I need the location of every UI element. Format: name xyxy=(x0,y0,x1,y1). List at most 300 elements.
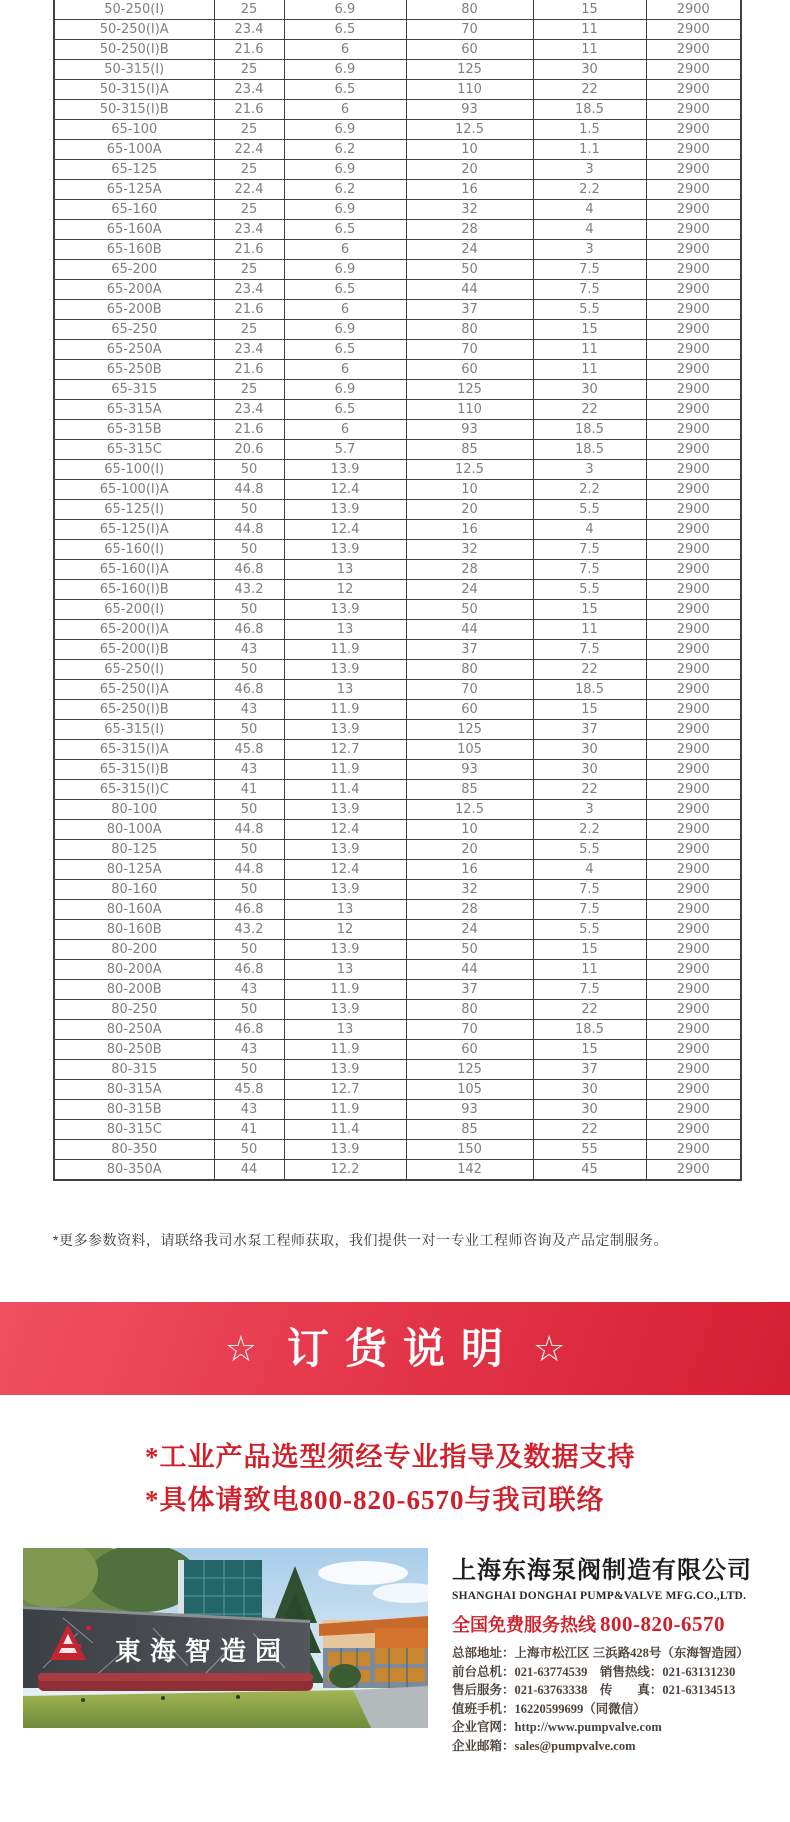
spec-cell: 22.4 xyxy=(214,180,284,200)
spec-cell: 50 xyxy=(214,600,284,620)
spec-cell: 2900 xyxy=(646,680,741,700)
spec-cell: 65-100 xyxy=(54,120,214,140)
spec-row xyxy=(54,60,741,80)
spec-row xyxy=(54,500,741,520)
spec-cell: 6.9 xyxy=(284,260,406,280)
spec-cell: 18.5 xyxy=(533,420,646,440)
spec-cell: 5.5 xyxy=(533,920,646,940)
spec-cell: 12.7 xyxy=(284,1080,406,1100)
spec-row xyxy=(54,40,741,60)
contact-line: 总部地址：上海市松江区 三浜路428号（东海智造园） xyxy=(452,1646,749,1660)
spec-cell: 6 xyxy=(284,300,406,320)
spec-cell: 2900 xyxy=(646,260,741,280)
spec-cell: 60 xyxy=(406,360,533,380)
spec-cell: 2900 xyxy=(646,980,741,1000)
spec-cell: 2900 xyxy=(646,180,741,200)
spec-cell: 2900 xyxy=(646,760,741,780)
spec-cell: 21.6 xyxy=(214,360,284,380)
spec-cell: 2900 xyxy=(646,620,741,640)
spec-cell: 25 xyxy=(214,160,284,180)
spec-cell: 11 xyxy=(533,960,646,980)
spec-cell: 11.9 xyxy=(284,640,406,660)
spec-cell: 12.2 xyxy=(284,1160,406,1181)
spec-row xyxy=(54,800,741,820)
spec-cell: 2900 xyxy=(646,440,741,460)
spec-row xyxy=(54,960,741,980)
spec-cell: 44 xyxy=(406,960,533,980)
spec-cell: 65-250B xyxy=(54,360,214,380)
spec-row xyxy=(54,700,741,720)
spec-row xyxy=(54,340,741,360)
spec-cell: 30 xyxy=(533,1080,646,1100)
spec-cell: 12.5 xyxy=(406,120,533,140)
spec-cell: 2900 xyxy=(646,340,741,360)
spec-cell: 11.9 xyxy=(284,1040,406,1060)
spec-cell: 12.4 xyxy=(284,480,406,500)
spec-cell: 32 xyxy=(406,200,533,220)
spec-cell: 2900 xyxy=(646,300,741,320)
spec-cell: 21.6 xyxy=(214,300,284,320)
spec-cell: 50 xyxy=(214,540,284,560)
spec-cell: 13 xyxy=(284,960,406,980)
spec-cell: 21.6 xyxy=(214,420,284,440)
spec-cell: 93 xyxy=(406,100,533,120)
spec-cell: 65-315B xyxy=(54,420,214,440)
spec-cell: 7.5 xyxy=(533,560,646,580)
spec-cell: 2900 xyxy=(646,800,741,820)
spec-cell: 2900 xyxy=(646,540,741,560)
spec-row xyxy=(54,360,741,380)
spec-cell: 6.5 xyxy=(284,400,406,420)
company-logo-bar xyxy=(61,1644,81,1648)
spec-cell: 55 xyxy=(533,1140,646,1160)
spec-cell: 85 xyxy=(406,780,533,800)
spec-cell: 43 xyxy=(214,1100,284,1120)
spec-cell: 2900 xyxy=(646,1080,741,1100)
spec-cell: 11.9 xyxy=(284,1100,406,1120)
spec-cell: 13.9 xyxy=(284,460,406,480)
photo-roof xyxy=(375,1628,428,1648)
spec-row xyxy=(54,160,741,180)
spec-cell: 10 xyxy=(406,820,533,840)
spec-row xyxy=(54,520,741,540)
spec-cell: 65-100A xyxy=(54,140,214,160)
banner-title: 订货说明 xyxy=(286,1324,519,1372)
spec-row xyxy=(54,640,741,660)
spec-cell: 60 xyxy=(406,700,533,720)
spec-cell: 50-250(I)B xyxy=(54,40,214,60)
spec-table-body xyxy=(54,0,741,1180)
spec-cell: 50 xyxy=(214,1140,284,1160)
spec-cell: 2900 xyxy=(646,100,741,120)
spec-row xyxy=(54,1020,741,1040)
pump-spec-table xyxy=(53,0,742,1181)
spec-cell: 25 xyxy=(214,0,284,20)
spec-cell: 23.4 xyxy=(214,280,284,300)
spec-cell: 28 xyxy=(406,220,533,240)
spec-cell: 142 xyxy=(406,1160,533,1181)
spec-cell: 21.6 xyxy=(214,40,284,60)
spec-cell: 6 xyxy=(284,240,406,260)
spec-cell: 50 xyxy=(214,940,284,960)
spec-cell: 6.9 xyxy=(284,200,406,220)
spec-cell: 65-315(I)A xyxy=(54,740,214,760)
spec-cell: 50 xyxy=(406,600,533,620)
spec-row xyxy=(54,480,741,500)
spec-row xyxy=(54,1140,741,1160)
spec-cell: 2900 xyxy=(646,60,741,80)
spec-cell: 22 xyxy=(533,780,646,800)
spec-row xyxy=(54,300,741,320)
spec-cell: 2.2 xyxy=(533,820,646,840)
spec-cell: 44 xyxy=(406,280,533,300)
spec-cell: 13 xyxy=(284,680,406,700)
spec-cell: 80-250B xyxy=(54,1040,214,1060)
spec-cell: 125 xyxy=(406,720,533,740)
spec-cell: 2900 xyxy=(646,0,741,20)
spec-cell: 2900 xyxy=(646,560,741,580)
warning-line-2: *具体请致电800-820-6570与我司联络 xyxy=(145,1485,605,1515)
spec-row xyxy=(54,720,741,740)
spec-cell: 25 xyxy=(214,120,284,140)
spec-row xyxy=(54,320,741,340)
spec-cell: 6 xyxy=(284,40,406,60)
spec-cell: 3 xyxy=(533,240,646,260)
spec-cell: 15 xyxy=(533,0,646,20)
spec-cell: 13.9 xyxy=(284,1140,406,1160)
spec-cell: 2900 xyxy=(646,920,741,940)
spec-cell: 11 xyxy=(533,340,646,360)
spec-cell: 80-200B xyxy=(54,980,214,1000)
spec-cell: 6.5 xyxy=(284,220,406,240)
spec-cell: 1.1 xyxy=(533,140,646,160)
company-name-cn: 上海东海泵阀制造有限公司 xyxy=(452,1557,752,1584)
spec-cell: 43 xyxy=(214,640,284,660)
spec-cell: 80-315C xyxy=(54,1120,214,1140)
spec-cell: 50-315(I)A xyxy=(54,80,214,100)
spec-cell: 65-250 xyxy=(54,320,214,340)
spec-cell: 65-160(I)A xyxy=(54,560,214,580)
spec-cell: 6.5 xyxy=(284,20,406,40)
spec-cell: 15 xyxy=(533,320,646,340)
spec-cell: 6.5 xyxy=(284,80,406,100)
spec-row xyxy=(54,220,741,240)
spec-cell: 13.9 xyxy=(284,600,406,620)
spec-cell: 2900 xyxy=(646,840,741,860)
spec-cell: 2900 xyxy=(646,320,741,340)
spec-cell: 21.6 xyxy=(214,100,284,120)
spec-cell: 2900 xyxy=(646,480,741,500)
spec-cell: 43.2 xyxy=(214,920,284,940)
spec-cell: 2.2 xyxy=(533,180,646,200)
spec-row xyxy=(54,180,741,200)
hotline-label: 全国免费服务热线 xyxy=(452,1615,596,1635)
spec-cell: 80-100A xyxy=(54,820,214,840)
spec-cell: 2900 xyxy=(646,80,741,100)
spec-cell: 50-250(I)A xyxy=(54,20,214,40)
spec-row xyxy=(54,1000,741,1020)
spec-cell: 11.9 xyxy=(284,700,406,720)
spec-cell: 85 xyxy=(406,440,533,460)
spec-row xyxy=(54,200,741,220)
spec-cell: 80-250 xyxy=(54,1000,214,1020)
spec-cell: 15 xyxy=(533,600,646,620)
spec-cell: 4 xyxy=(533,200,646,220)
spec-cell: 80-125 xyxy=(54,840,214,860)
spec-cell: 80-200A xyxy=(54,960,214,980)
spec-cell: 43 xyxy=(214,700,284,720)
spec-cell: 50 xyxy=(214,1060,284,1080)
spec-cell: 65-315(I)C xyxy=(54,780,214,800)
spec-cell: 2900 xyxy=(646,700,741,720)
spec-cell: 2900 xyxy=(646,120,741,140)
star-icon: ☆ xyxy=(224,1327,257,1369)
spec-cell: 28 xyxy=(406,560,533,580)
spec-cell: 44 xyxy=(406,620,533,640)
spec-cell: 2900 xyxy=(646,140,741,160)
spec-row xyxy=(54,440,741,460)
spec-cell: 50 xyxy=(214,460,284,480)
spec-cell: 25 xyxy=(214,260,284,280)
warning-line-1: *工业产品选型须经专业指导及数据支持 xyxy=(145,1442,636,1472)
spec-cell: 23.4 xyxy=(214,340,284,360)
spec-row xyxy=(54,1100,741,1120)
spec-cell: 2900 xyxy=(646,960,741,980)
company-name-en: SHANGHAI DONGHAI PUMP&VALVE MFG.CO.,LTD. xyxy=(452,1590,747,1602)
spec-row xyxy=(54,380,741,400)
spec-cell: 22 xyxy=(533,80,646,100)
spec-cell: 110 xyxy=(406,400,533,420)
spec-cell: 13.9 xyxy=(284,660,406,680)
spec-cell: 80 xyxy=(406,660,533,680)
order-instructions-banner xyxy=(0,1302,790,1395)
spec-cell: 37 xyxy=(533,720,646,740)
spec-cell: 46.8 xyxy=(214,560,284,580)
spec-cell: 6.9 xyxy=(284,120,406,140)
spec-cell: 80-200 xyxy=(54,940,214,960)
spec-cell: 2900 xyxy=(646,860,741,880)
spec-cell: 18.5 xyxy=(533,680,646,700)
spec-cell: 2900 xyxy=(646,40,741,60)
spec-cell: 50-250(I) xyxy=(54,0,214,20)
spec-row xyxy=(54,140,741,160)
spec-cell: 125 xyxy=(406,380,533,400)
spec-cell: 65-250(I) xyxy=(54,660,214,680)
spec-cell: 80 xyxy=(406,320,533,340)
spec-cell: 7.5 xyxy=(533,880,646,900)
spec-cell: 46.8 xyxy=(214,900,284,920)
spec-cell: 32 xyxy=(406,880,533,900)
spec-cell: 50 xyxy=(406,260,533,280)
spec-cell: 2900 xyxy=(646,740,741,760)
spec-cell: 37 xyxy=(406,980,533,1000)
spec-cell: 65-200(I)B xyxy=(54,640,214,660)
spec-cell: 18.5 xyxy=(533,100,646,120)
spec-cell: 4 xyxy=(533,860,646,880)
spec-cell: 2900 xyxy=(646,460,741,480)
spec-cell: 11 xyxy=(533,360,646,380)
spec-cell: 65-160(I) xyxy=(54,540,214,560)
spec-cell: 65-250(I)B xyxy=(54,700,214,720)
spec-cell: 12.7 xyxy=(284,740,406,760)
spec-cell: 13.9 xyxy=(284,720,406,740)
spec-row xyxy=(54,920,741,940)
spec-cell: 65-160A xyxy=(54,220,214,240)
spec-cell: 2900 xyxy=(646,400,741,420)
spec-cell: 93 xyxy=(406,420,533,440)
spec-cell: 23.4 xyxy=(214,220,284,240)
spec-cell: 25 xyxy=(214,320,284,340)
spec-row xyxy=(54,580,741,600)
spec-cell: 16 xyxy=(406,860,533,880)
spec-cell: 13.9 xyxy=(284,940,406,960)
contact-line: 前台总机：021-63774539 销售热线：021-63131230 xyxy=(452,1664,736,1679)
spec-cell: 2900 xyxy=(646,900,741,920)
spec-cell: 93 xyxy=(406,760,533,780)
spec-cell: 15 xyxy=(533,700,646,720)
spec-row xyxy=(54,80,741,100)
spec-cell: 10 xyxy=(406,480,533,500)
spec-cell: 2900 xyxy=(646,880,741,900)
spec-cell: 2900 xyxy=(646,160,741,180)
spec-cell: 50-315(I) xyxy=(54,60,214,80)
spec-cell: 37 xyxy=(406,300,533,320)
spec-cell: 70 xyxy=(406,20,533,40)
spec-cell: 65-160(I)B xyxy=(54,580,214,600)
spec-cell: 6.9 xyxy=(284,0,406,20)
spec-cell: 30 xyxy=(533,740,646,760)
spec-cell: 24 xyxy=(406,920,533,940)
spec-row xyxy=(54,120,741,140)
spec-cell: 50 xyxy=(214,880,284,900)
spec-cell: 65-160 xyxy=(54,200,214,220)
park-sign-text: 東海智造园 xyxy=(115,1636,291,1666)
spec-cell: 46.8 xyxy=(214,620,284,640)
photo-cloud xyxy=(318,1561,408,1585)
spec-cell: 80-160B xyxy=(54,920,214,940)
spec-cell: 50 xyxy=(214,1000,284,1020)
spec-row xyxy=(54,840,741,860)
spec-cell: 11 xyxy=(533,40,646,60)
spec-cell: 5.5 xyxy=(533,840,646,860)
spec-cell: 2900 xyxy=(646,720,741,740)
spec-cell: 7.5 xyxy=(533,640,646,660)
spec-cell: 10 xyxy=(406,140,533,160)
spec-cell: 18.5 xyxy=(533,1020,646,1040)
spec-row xyxy=(54,280,741,300)
spec-cell: 3 xyxy=(533,800,646,820)
spec-cell: 2900 xyxy=(646,220,741,240)
spec-cell: 6.5 xyxy=(284,280,406,300)
spec-cell: 43 xyxy=(214,980,284,1000)
factory-photo xyxy=(23,1548,428,1728)
spec-cell: 65-200A xyxy=(54,280,214,300)
spec-cell: 4 xyxy=(533,520,646,540)
spec-cell: 24 xyxy=(406,580,533,600)
spec-cell: 43 xyxy=(214,760,284,780)
spec-cell: 2.2 xyxy=(533,480,646,500)
spec-cell: 2900 xyxy=(646,240,741,260)
spec-cell: 50 xyxy=(214,840,284,860)
spec-cell: 2900 xyxy=(646,1060,741,1080)
spec-row xyxy=(54,0,741,20)
spec-cell: 7.5 xyxy=(533,900,646,920)
spec-cell: 80-160A xyxy=(54,900,214,920)
spec-cell: 13.9 xyxy=(284,800,406,820)
spec-cell: 65-315A xyxy=(54,400,214,420)
spec-cell: 43 xyxy=(214,1040,284,1060)
spec-cell: 45 xyxy=(533,1160,646,1181)
spec-row xyxy=(54,560,741,580)
spec-cell: 11.9 xyxy=(284,760,406,780)
spec-cell: 41 xyxy=(214,780,284,800)
spec-cell: 20 xyxy=(406,840,533,860)
contact-line: 企业官网：http://www.pumpvalve.com xyxy=(452,1720,662,1734)
spec-cell: 3 xyxy=(533,460,646,480)
spec-cell: 65-100(I) xyxy=(54,460,214,480)
spec-cell: 50 xyxy=(214,800,284,820)
contact-lines xyxy=(452,1644,772,1755)
spec-cell: 44.8 xyxy=(214,520,284,540)
spec-cell: 7.5 xyxy=(533,280,646,300)
spec-row xyxy=(54,780,741,800)
spec-cell: 22 xyxy=(533,660,646,680)
spec-cell: 2900 xyxy=(646,1160,741,1181)
spec-cell: 43.2 xyxy=(214,580,284,600)
spec-cell: 7.5 xyxy=(533,980,646,1000)
spec-row xyxy=(54,1120,741,1140)
spec-cell: 12.4 xyxy=(284,860,406,880)
spec-cell: 2900 xyxy=(646,380,741,400)
contact-line: 企业邮箱：sales@pumpvalve.com xyxy=(452,1738,636,1753)
spec-cell: 50-315(I)B xyxy=(54,100,214,120)
spec-cell: 65-315 xyxy=(54,380,214,400)
spec-cell: 7.5 xyxy=(533,540,646,560)
spec-cell: 20 xyxy=(406,500,533,520)
spec-cell: 41 xyxy=(214,1120,284,1140)
spec-row xyxy=(54,660,741,680)
spec-cell: 60 xyxy=(406,1040,533,1060)
spec-cell: 2900 xyxy=(646,200,741,220)
spec-cell: 125 xyxy=(406,60,533,80)
spec-cell: 22 xyxy=(533,1000,646,1020)
spec-cell: 44.8 xyxy=(214,860,284,880)
spec-cell: 44 xyxy=(214,1160,284,1181)
spec-row xyxy=(54,860,741,880)
spec-cell: 22.4 xyxy=(214,140,284,160)
spec-cell: 2900 xyxy=(646,20,741,40)
star-icon: ☆ xyxy=(533,1327,566,1369)
spec-cell: 5.5 xyxy=(533,580,646,600)
spec-cell: 24 xyxy=(406,240,533,260)
spec-cell: 13.9 xyxy=(284,500,406,520)
spec-cell: 2900 xyxy=(646,640,741,660)
spec-row xyxy=(54,100,741,120)
spec-cell: 20.6 xyxy=(214,440,284,460)
spec-cell: 2900 xyxy=(646,660,741,680)
spec-cell: 65-125A xyxy=(54,180,214,200)
spec-cell: 65-200(I)A xyxy=(54,620,214,640)
spec-cell: 80-350A xyxy=(54,1160,214,1181)
spec-row xyxy=(54,1060,741,1080)
spec-cell: 13.9 xyxy=(284,1060,406,1080)
spec-cell: 65-200B xyxy=(54,300,214,320)
spec-cell: 85 xyxy=(406,1120,533,1140)
spec-cell: 65-160B xyxy=(54,240,214,260)
spec-cell: 2900 xyxy=(646,600,741,620)
spec-cell: 80-315 xyxy=(54,1060,214,1080)
spec-cell: 2900 xyxy=(646,280,741,300)
